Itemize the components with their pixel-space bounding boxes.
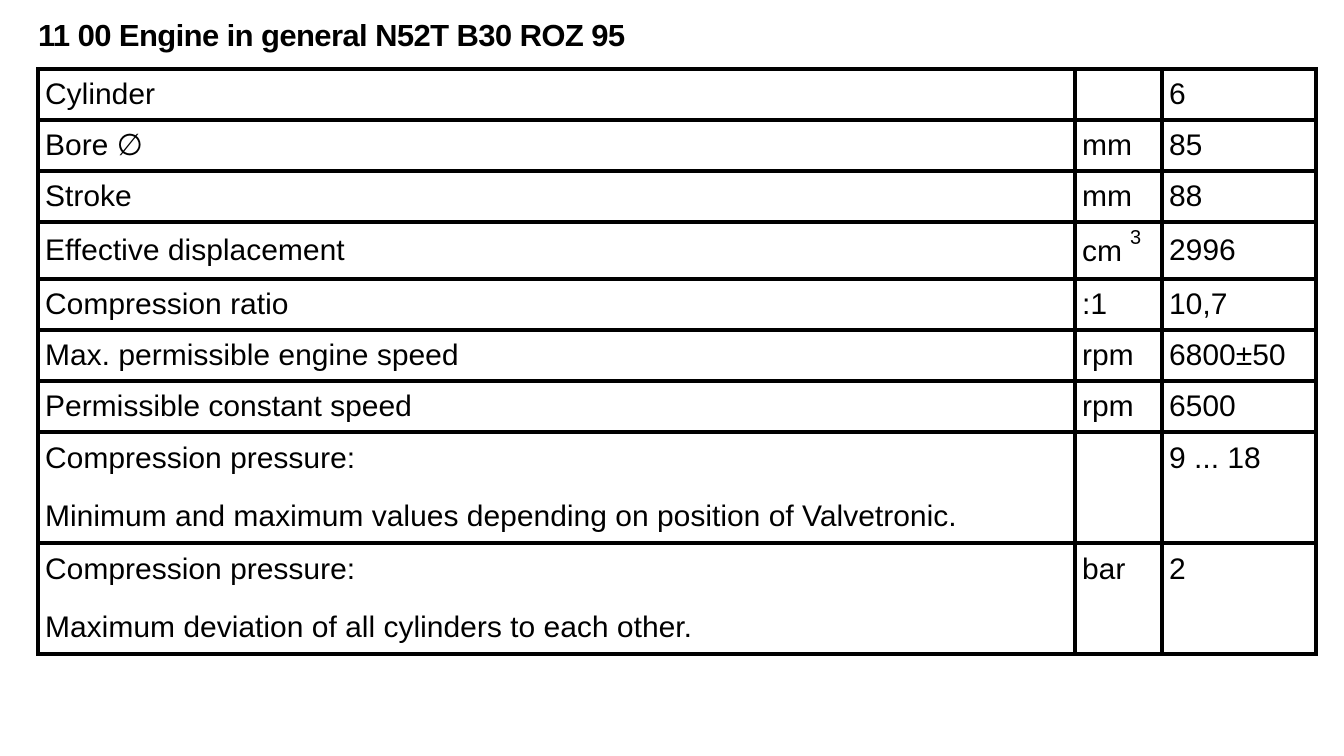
row-value: 6500 <box>1162 381 1316 432</box>
row-unit <box>1075 432 1162 543</box>
row-note: Maximum deviation of all cylinders to each other. <box>45 611 692 644</box>
table-row <box>38 222 1316 279</box>
row-unit: rpm <box>1075 381 1162 432</box>
row-label: Max. permissible engine speed <box>38 330 1075 381</box>
row-value: 2996 <box>1162 222 1316 279</box>
row-note: Minimum and maximum values depending on position of Valvetronic. <box>45 500 957 533</box>
row-label: Compression pressure: <box>45 553 356 586</box>
row-unit: bar <box>1075 543 1162 654</box>
row-value: 6 <box>1162 69 1316 120</box>
row-value: 88 <box>1162 171 1316 222</box>
row-value: 9 ... 18 <box>1162 432 1316 543</box>
row-label-cell <box>38 432 1075 543</box>
row-unit: mm <box>1075 120 1162 171</box>
table-row <box>38 381 1316 432</box>
table-row <box>38 543 1316 654</box>
row-label: Compression pressure: <box>45 442 356 475</box>
row-label-cell <box>38 543 1075 654</box>
row-value: 10,7 <box>1162 279 1316 330</box>
unit-base: cm <box>1082 235 1122 268</box>
row-label: Stroke <box>38 171 1075 222</box>
row-label: Permissible constant speed <box>38 381 1075 432</box>
row-unit: rpm <box>1075 330 1162 381</box>
page-title: 11 00 Engine in general N52T B30 ROZ 95 <box>38 18 625 53</box>
row-value: 6800±50 <box>1162 330 1316 381</box>
table-row <box>38 69 1316 120</box>
row-label: Cylinder <box>38 69 1075 120</box>
table-row <box>38 171 1316 222</box>
row-unit <box>1075 69 1162 120</box>
row-unit <box>1075 222 1162 279</box>
row-label: Effective displacement <box>38 222 1075 279</box>
row-label: Compression ratio <box>38 279 1075 330</box>
unit-exponent: 3 <box>1130 227 1142 249</box>
row-label: Bore ∅ <box>38 120 1075 171</box>
row-value: 85 <box>1162 120 1316 171</box>
table-row <box>38 120 1316 171</box>
row-unit: :1 <box>1075 279 1162 330</box>
row-value: 2 <box>1162 543 1316 654</box>
table-row <box>38 432 1316 543</box>
table-row <box>38 279 1316 330</box>
table-row <box>38 330 1316 381</box>
row-unit: mm <box>1075 171 1162 222</box>
engine-spec-table <box>36 67 1318 656</box>
